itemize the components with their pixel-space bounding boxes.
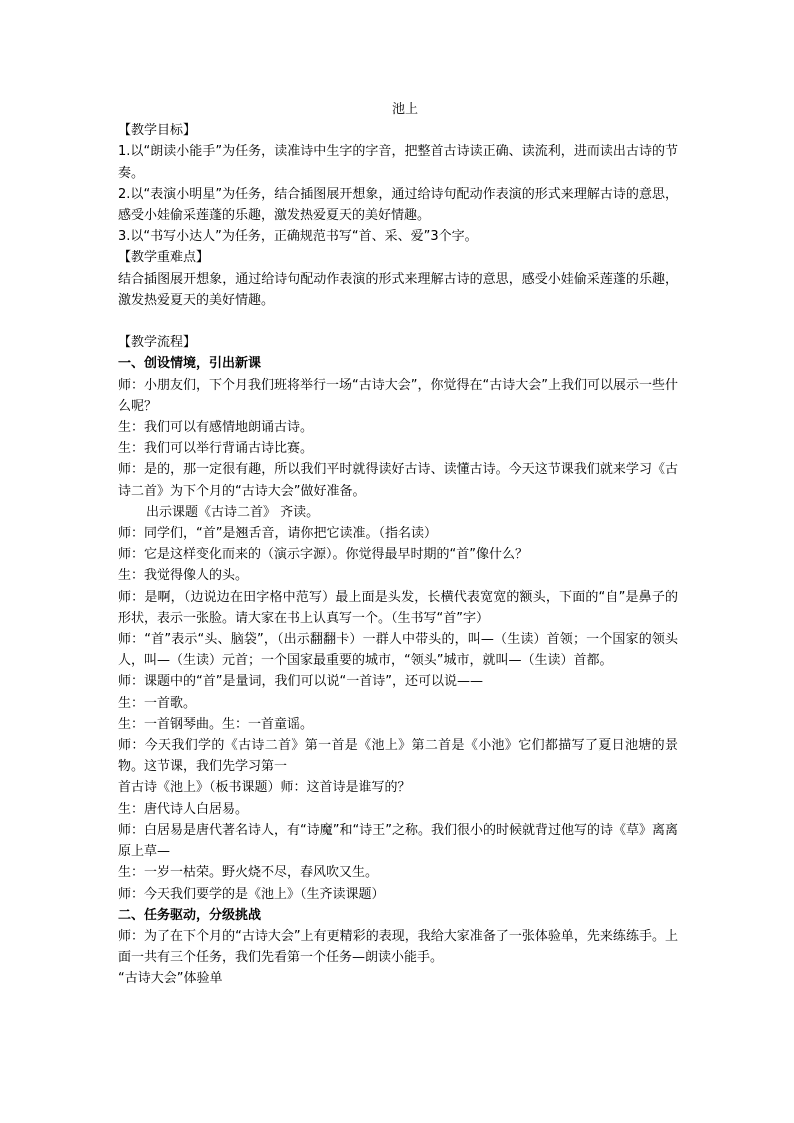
section-heading: 二、任务驱动，分级挑战 (118, 907, 262, 923)
dialogue-line: 师：“首”表示“头、脑袋”，（出示翻翻卡）一群人中带头的，叫—（生读）首领；一个国家的领头人，叫—（生读）元首；一个国家最重要的城市，“领头”城市，就叫—（生读）首都。 (118, 632, 678, 669)
dialogue-line: 师：是啊，（边说边在田字格中范写）最上面是头发，长横代表宽宽的额头，下面的“自”是鼻子的形状，表示一张脸。请大家在书上认真写一个。（生书写“首”字） (118, 589, 678, 626)
dialogue-line: 师：课题中的“首”是量词，我们可以说“一首诗”，还可以说—— (118, 674, 483, 690)
dialogue-line: 师：白居易是唐代著名诗人，有“诗魔”和“诗王”之称。我们很小的时候就背过他写的诗《草》离离原上草— (118, 822, 678, 860)
goal-item: 1.以“朗读小能手”为任务，读准诗中生字的字音，把整首古诗读正确、读流利，进而读出古诗的节奏。 (118, 144, 678, 181)
section-heading: 一、创设情境，引出新课 (118, 356, 262, 372)
dialogue-line: 生：一首钢琴曲。生：一首童谣。 (118, 716, 314, 732)
blank-line (118, 311, 678, 332)
dialogue-line: 师：今天我们学的《古诗二首》第一首是《池上》第二首是《小池》它们都描写了夏日池塘的景物。这节课，我们先学习第一 (118, 738, 678, 775)
key-points-text: 结合插图展开想象，通过给诗句配动作表演的形式来理解古诗的意思，感受小娃偷采莲蓬的乐趣，激发热爱夏天的美好情趣。 (118, 271, 678, 308)
dialogue-line: 生：我们可以有感情地朗诵古诗。 (118, 420, 314, 436)
dialogue-line: 师：同学们，“首”是翘舌音，请你把它读准。（指名读） (118, 526, 437, 542)
document-title: 池上 (391, 102, 418, 117)
goal-item: 2.以“表演小明星”为任务，结合插图展开想象，通过给诗句配动作表演的形式来理解古诗的意思，感受小娃偷采莲蓬的乐趣，激发热爱夏天的美好情趣。 (118, 186, 678, 224)
goals-heading: 【教学目标】 (118, 123, 197, 139)
document-page (118, 99, 678, 990)
dialogue-line: 出示课题《古诗二首》 齐读。 (146, 504, 320, 520)
dialogue-line: 首古诗《池上》（板书课题）师：这首诗是谁写的？ (118, 780, 411, 796)
dialogue-line: 师：是的，那一定很有趣，所以我们平时就得读好古诗、读懂古诗。今天这节课我们就来学习《古诗二首》为下个月的“古诗大会”做好准备。 (118, 462, 678, 499)
dialogue-line: 生：我觉得像人的头。 (118, 568, 249, 584)
dialogue-line: 生：一岁一枯荣。野火烧不尽，春风吹又生。 (118, 865, 379, 881)
dialogue-line: 师：今天我们要学的是《池上》（生齐读课题） (118, 886, 385, 902)
dialogue-line: 师：为了在下个月的“古诗大会”上有更精彩的表现，我给大家准备了一张体验单，先来练练手。上面一共有三个任务，我们先看第一个任务—朗读小能手。 (118, 928, 678, 966)
dialogue-line: 师：它是这样变化而来的（演示字源）。你觉得最早时期的“首”像什么？ (118, 547, 528, 563)
dialogue-line: 生：我们可以举行背诵古诗比赛。 (118, 441, 314, 457)
key-points-heading: 【教学重难点】 (118, 250, 210, 266)
dialogue-line: 生：一首歌。 (118, 695, 197, 711)
dialogue-line: 师：小朋友们，下个月我们班将举行一场“古诗大会”，你觉得在“古诗大会”上我们可以展示一些什么呢？ (118, 377, 678, 414)
dialogue-line: 生：唐代诗人白居易。 (118, 801, 249, 817)
goal-item: 3.以“书写小达人”为任务，正确规范书写“首、采、爱”3个字。 (118, 229, 478, 245)
worksheet-title: “古诗大会”体验单 (118, 971, 223, 987)
process-heading: 【教学流程】 (118, 335, 197, 351)
